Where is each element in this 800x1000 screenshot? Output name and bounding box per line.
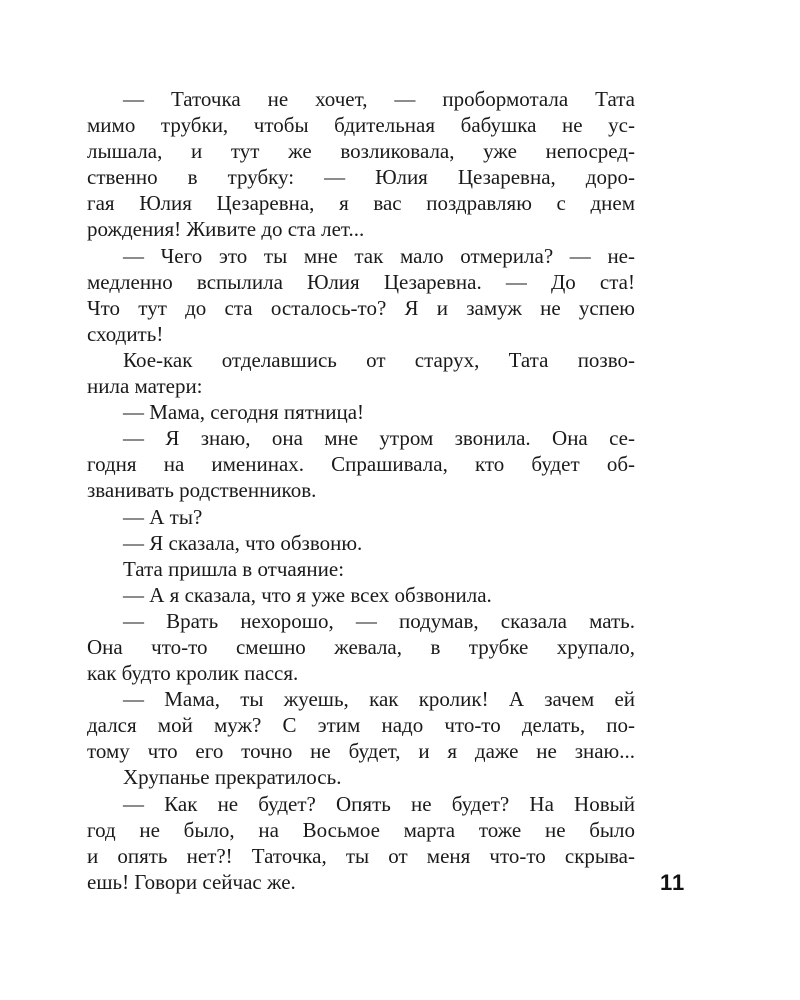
text-line: — Я знаю, она мне утром звонила. Она се- [123, 426, 635, 451]
text-line: медленно вспылила Юлия Цезаревна. — До ста! [87, 269, 635, 294]
text-line: гая Юлия Цезаревна, я вас поздравляю с днем [87, 191, 635, 216]
text-line: — Врать нехорошо, — подумав, сказала мать. [123, 608, 635, 633]
text-line: ственно в трубку: — Юлия Цезаревна, доро- [87, 165, 635, 190]
text-line: — А я сказала, что я уже всех обзвонила. [123, 582, 492, 607]
text-line: — Мама, ты жуешь, как кролик! А зачем ей [123, 687, 635, 712]
text-line: ешь! Говори сейчас же. [87, 869, 296, 894]
text-line: и опять нет?! Таточка, ты от меня что-то скрыва- [87, 843, 635, 868]
text-line: нила матери: [87, 374, 203, 399]
text-line: — Я сказала, что обзвоню. [123, 530, 363, 555]
text-line: — Чего это ты мне так мало отмерила? — не- [123, 243, 635, 268]
page-number: 11 [660, 870, 686, 895]
text-line: Хрупанье прекратилось. [123, 765, 342, 790]
text-line: Тата пришла в отчаяние: [123, 556, 345, 581]
body-text [87, 86, 635, 895]
text-line: тому что его точно не будет, и я даже не знаю... [87, 739, 635, 764]
text-line: дался мой муж? С этим надо что-то делать, по- [87, 713, 635, 738]
text-line: как будто кролик пасся. [87, 661, 299, 686]
text-line: — Мама, сегодня пятница! [123, 400, 365, 425]
text-line: — А ты? [123, 504, 203, 529]
text-line: рождения! Живите до ста лет... [87, 217, 365, 242]
text-line: Что тут до ста осталось-то? Я и замуж не успею [87, 295, 635, 320]
text-line: лышала, и тут же возликовала, уже непосред- [87, 139, 635, 164]
text-line: — Как не будет? Опять не будет? На Новый [123, 791, 635, 816]
text-line: годня на именинах. Спрашивала, кто будет об- [87, 452, 635, 477]
text-line: год не было, на Восьмое марта тоже не было [87, 817, 635, 842]
text-line: мимо трубки, чтобы бдительная бабушка не ус- [87, 113, 635, 138]
text-line: званивать родственников. [87, 478, 317, 503]
text-line: Она что-то смешно жевала, в трубке хрупало, [87, 634, 635, 659]
text-line: — Таточка не хочет, — пробормотала Тата [123, 87, 635, 111]
text-line: Кое-как отделавшись от старух, Тата позво- [123, 347, 635, 372]
text-line: сходить! [87, 321, 164, 346]
